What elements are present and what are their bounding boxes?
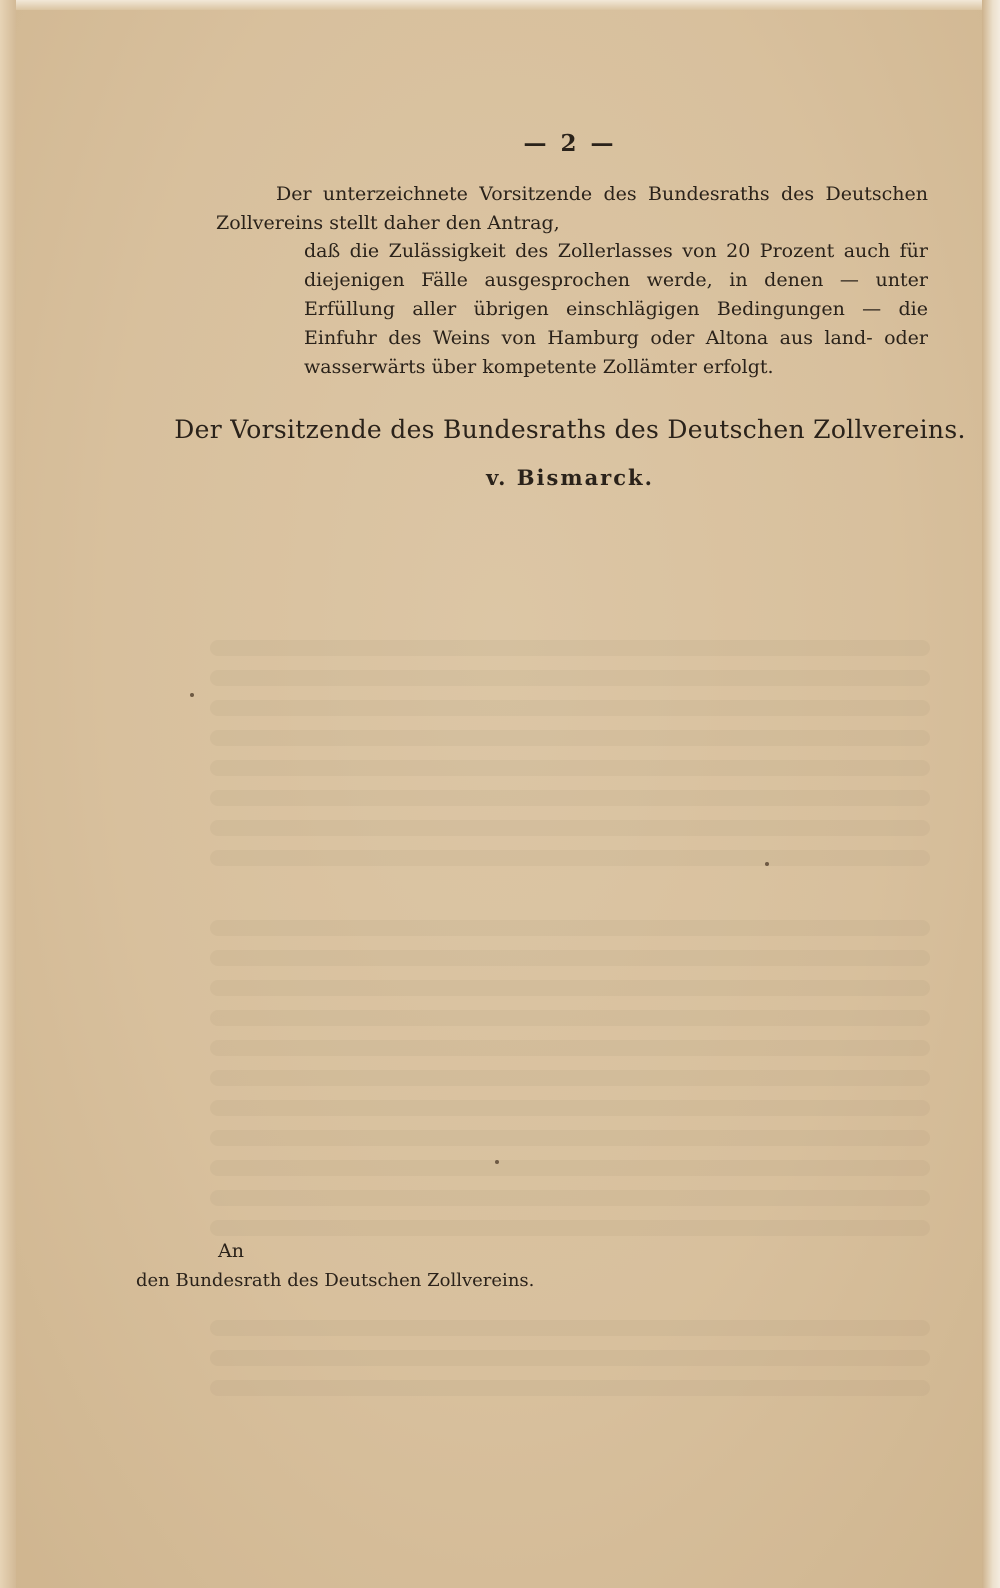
bleed-through-line	[210, 1320, 930, 1336]
page-number: — 2 —	[523, 130, 617, 157]
paper-speck	[190, 693, 194, 697]
motion-paragraph: daß die Zulässigkeit des Zollerlasses von 20 Prozent auch für diejenigen Fälle ausgesprochen werde, in denen — unter Erfüllung aller übrigen einschlägigen Bedingungen — die Einfuhr des Weins von Hamburg oder Altona aus land- oder wasserwärts über kompetente Zollämter erfolgt.	[304, 240, 928, 378]
paper-speck	[765, 862, 769, 866]
bleed-through-line	[210, 670, 930, 686]
address-an: An	[218, 1240, 244, 1262]
address-recipient: den Bundesrath des Deutschen Zollvereins.	[136, 1270, 535, 1291]
bleed-through-line	[210, 850, 930, 866]
paper-left-edge	[0, 0, 16, 1588]
bleed-through-line	[210, 1380, 930, 1396]
bleed-through-line	[210, 1350, 930, 1366]
paper-right-edge	[982, 0, 1000, 1588]
bleed-through-line	[210, 1130, 930, 1146]
bleed-through-line	[210, 1100, 930, 1116]
signature-title: Der Vorsitzende des Bundesraths des Deutschen Zollvereins.	[174, 415, 966, 444]
bleed-through-line	[210, 1220, 930, 1236]
bleed-through-line	[210, 920, 930, 936]
bleed-through-line	[210, 1010, 930, 1026]
bleed-through-line	[210, 730, 930, 746]
intro-paragraph: Der unterzeichnete Vorsitzende des Bundesraths des Deutschen Zollvereins stellt daher den Antrag,	[216, 183, 928, 234]
bleed-through-line	[210, 760, 930, 776]
bleed-through-line	[210, 1160, 930, 1176]
bleed-through-line	[210, 700, 930, 716]
bleed-through-line	[210, 1070, 930, 1086]
bleed-through-line	[210, 980, 930, 996]
paper-speck	[495, 1160, 499, 1164]
bleed-through-line	[210, 790, 930, 806]
signature-name: v. Bismarck.	[486, 465, 654, 490]
bleed-through-line	[210, 820, 930, 836]
bleed-through-line	[210, 950, 930, 966]
bleed-through-line	[210, 640, 930, 656]
bleed-through-line	[210, 1040, 930, 1056]
paper-top-edge	[0, 0, 1000, 10]
bleed-through-line	[210, 1190, 930, 1206]
